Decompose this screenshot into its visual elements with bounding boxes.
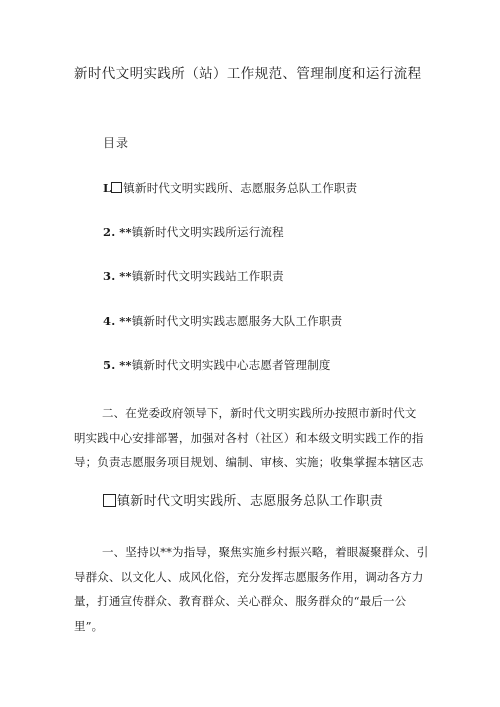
missing-glyph-box-icon: [103, 494, 116, 507]
paragraph-line: 里”。: [74, 618, 104, 633]
toc-item-4: [103, 313, 342, 329]
paragraph-line: 一、坚持以**为指导，聚焦实施乡村振兴略，着眼凝聚群众、引: [102, 545, 429, 559]
body-paragraph-1: [74, 401, 438, 475]
section-heading-text: 镇新时代文明实践所、志愿服务总队工作职责: [117, 494, 384, 509]
toc-item-text: 镇新时代文明实践中心志愿者管理制度: [131, 358, 331, 372]
document-title: 新时代文明实践所（站）工作规范、管理制度和运行流程: [74, 66, 422, 82]
paragraph-line: 二、在党委政府领导下，新时代文明实践所办按照市新时代文: [102, 406, 417, 420]
toc-item-placeholder: **: [119, 225, 132, 239]
toc-item-text: 镇新时代文明实践所、志愿服务总队工作职责: [123, 181, 358, 195]
toc-item-text: 镇新时代文明实践站工作职责: [131, 269, 284, 283]
toc-item-3: [103, 268, 284, 284]
paragraph-line: 明实践中心安排部署，加强对各村（社区）和本级文明实践工作的指: [74, 430, 424, 445]
toc-item-5: [103, 357, 331, 373]
missing-glyph-box-icon: [111, 182, 122, 193]
paragraph-line: 导；负责志愿服务项目规划、编制、审核、实施；收集掌握本辖区志: [74, 455, 424, 469]
toc-item-number: 4.: [103, 314, 116, 328]
toc-heading: 目录: [103, 136, 130, 150]
section-heading: [103, 490, 383, 509]
toc-item-number: 3.: [103, 269, 116, 283]
toc-item-2: [103, 224, 284, 240]
toc-item-number: 5.: [103, 358, 116, 372]
body-paragraph-2: [74, 540, 438, 638]
toc-item-number: L: [103, 181, 112, 195]
paragraph-line: 量，打通宣传群众、教育群众、关心群众、服务群众的“最后一公: [74, 594, 407, 608]
toc-item-placeholder: **: [119, 314, 132, 328]
toc-item-text: 镇新时代文明实践志愿服务大队工作职责: [131, 314, 343, 328]
toc-item-text: 镇新时代文明实践所运行流程: [131, 225, 284, 239]
toc-item-placeholder: **: [119, 358, 132, 372]
toc-item-number: 2.: [103, 225, 116, 239]
toc-item-1: [103, 180, 357, 196]
toc-item-placeholder: **: [119, 269, 132, 283]
paragraph-line: 导群众、以文化人、成风化俗，充分发挥志愿服务作用，调动各方力: [74, 569, 424, 584]
